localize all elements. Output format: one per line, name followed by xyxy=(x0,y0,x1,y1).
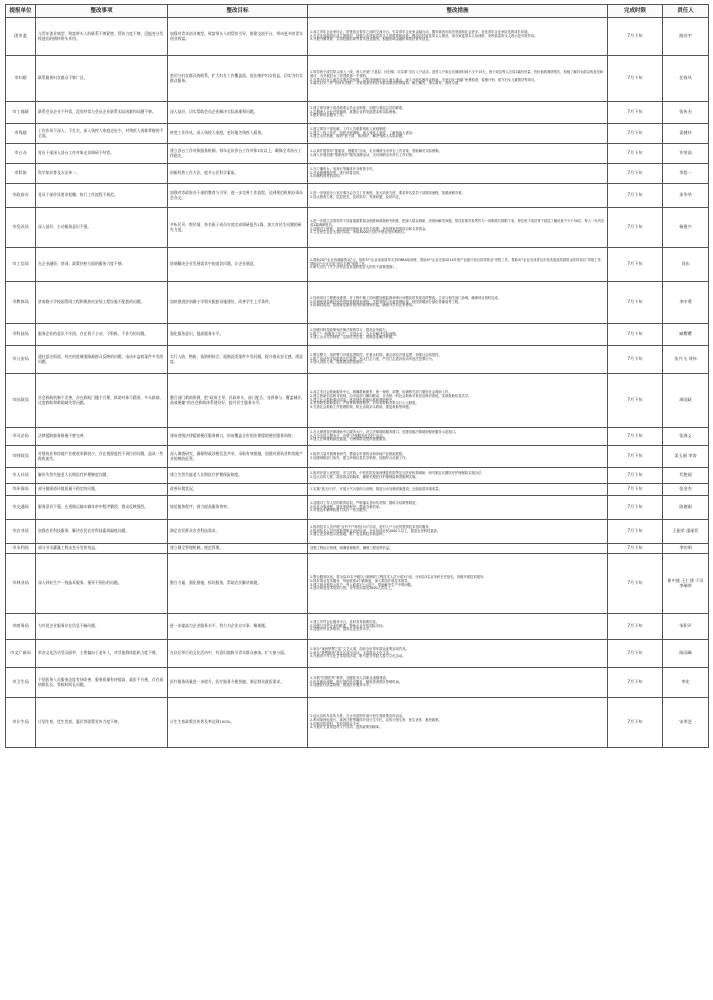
cell-person: 张海义 xyxy=(663,428,709,446)
cell-task: 深入林业生产一线技术服务、指导不到位的问题。 xyxy=(36,554,168,614)
cell-task: 济南路小学校园管网工程和换热站安装工程设施不配套的问题。 xyxy=(36,282,168,324)
cell-goal: 满足农民群众农业科技需求。 xyxy=(168,520,308,544)
cell-goal: 加强对市政府办干部的教育与引导，进一步完善工作流程，达到规范机制办事办会办文。 xyxy=(168,184,308,208)
cell-task: 个别医务人员服务态度有待改善，服务质量有待提高，就医不方便，存在看病排队长、等候时间长问题。 xyxy=(36,668,168,698)
measure-line: 4.坚持阳光救助原则，严格审核审批程序，对所有救助对象实行公示制度。 xyxy=(310,401,419,406)
measure-line: 1.加强对科技政策和法律法规的学习，提高业务能力。 xyxy=(310,327,389,332)
cell-task: 服务企业的意识不牢固，存在着不主动、不积极、不作为的问题。 xyxy=(36,324,168,346)
cell-person: 刘东 xyxy=(663,248,709,282)
cell-person: 李思一 xyxy=(663,164,709,184)
cell-person: 臧樱樱 xyxy=(663,324,709,346)
cell-goal: 深入调查研究，确保财政涉税信息共享，采取有效措施，加强对建筑业和房地产业的税收征管。 xyxy=(168,446,308,468)
measure-line: 3.建立社会救助事项清单，逐项细化救助标准和救助程序。 xyxy=(310,397,396,402)
cell-person: 姜健玲 xyxy=(663,124,709,144)
cell-deadline: 7月下旬 xyxy=(608,484,663,496)
measure-line: 1.加快项目工程建设进度，对工程中施工的问题加强监督和审计问题及时发现及时整改，主动与相关部门协调，确保项目按时完成。 xyxy=(310,295,502,300)
measure-line: 5.完善社会救助工作管理机制，防止出现多头救助、重复救助等问题。 xyxy=(310,405,413,410)
table-row xyxy=(6,184,709,208)
cell-task: 对建筑业和房地产业税收来源较少，存在税源监控不到位的问题，造成一些税收流失。 xyxy=(36,446,168,468)
cell-task: 社会救助机制不完善，存在救助门槛不合理、救助对象不精准、多头救助、过度救助和救助缺失等问题。 xyxy=(36,374,168,428)
cell-task: 工作作风不深入，不扎实，深入残疾人家庭走访少，对残疾人困难掌握的不全面。 xyxy=(36,124,168,144)
measure-line: 1.实施“蓝天行动”，开展大气污染综合治理，推进污水处理设施建设，全面改善环境质量。 xyxy=(310,486,442,491)
measure-line: 加强工程运行管理，明确管理职责，确保工程发挥效益。 xyxy=(310,545,393,550)
measure-line: 1.加大宣传车宣传力度，在全市范围开展计划生育政策宣传活动。 xyxy=(310,714,406,719)
cell-task: 举办文化活动受众面窄，主要偏向于老年人，对其他群体组织力度不够。 xyxy=(36,640,168,668)
cell-measures xyxy=(308,614,608,640)
measure-line: 2.加强与外贸企业的联系，帮助企业开拓国际市场。 xyxy=(310,623,386,628)
cell-deadline: 7月下旬 xyxy=(608,208,663,248)
cell-unit: 市商务局 xyxy=(6,614,36,640)
measure-line: 2.加强财税部门协作，建立涉税信息共享机制，加强综合治税工作。 xyxy=(310,455,409,460)
cell-unit: 市残联 xyxy=(6,124,36,144)
rectification-sheet xyxy=(5,4,708,748)
measure-line: 4.加大林业技术培训力度，全年培训果农2000人次以上。 xyxy=(310,586,395,591)
measure-line: 3.做好商协会服务工作。 xyxy=(310,113,347,118)
cell-measures xyxy=(308,640,608,668)
cell-person: 李中勇 xyxy=(663,282,709,324)
cell-goal: 加快推进济南路小学相关配套设施建设，改善学生上学条件。 xyxy=(168,282,308,324)
table-row xyxy=(6,144,709,164)
cell-measures xyxy=(308,668,608,698)
header-goal: 整改目标 xyxy=(168,5,308,18)
table-row xyxy=(6,496,709,520)
cell-deadline: 7月下旬 xyxy=(608,346,663,374)
measure-line: 2.优化就诊流程，推行预约诊疗服务，缩短患者排队等候时间。 xyxy=(310,679,403,684)
measure-line: 1.认真开展领导“提素质、强服务”活动，走访调研全市涉台工作对象，帮助解决实际困难。 xyxy=(310,148,442,153)
header-task: 整改事项 xyxy=(36,5,168,18)
cell-measures xyxy=(308,496,608,520)
cell-person: 宋翠芝 xyxy=(663,698,709,748)
cell-person: 张兴飞 刘伟 xyxy=(663,346,709,374)
cell-person: 张传杰 xyxy=(663,102,709,124)
measure-line: 1.成立青年企业家协会，搭建创业青年之间的交流平台，引导青年企业家金融互动，服务莱西市经济发展和社会进步，优化青年企业家队伍的成长环境。 xyxy=(310,29,531,34)
cell-deadline: 7月下旬 xyxy=(608,468,663,484)
cell-unit: 市农业局 xyxy=(6,520,36,544)
measure-line: 1.帮助20户企业协调融资1亿元，组织5户企业参加清华大学EMBA培训班，帮助5户企业完成2014年度产业振兴项目扶持资金“申报工作，帮助3户企业完成青岛市技术改造奖励资金扶持项目”申报工作，帮助2户企业完成“青岛名牌”申报工作。 xyxy=(310,257,605,266)
cell-goal: 建立失智失能老人长期医疗护理保险制度。 xyxy=(168,468,308,484)
table-row xyxy=(6,18,709,56)
measure-line: 3.建立林业科技示范户，每人联系2个示范户，帮助解决生产中的问题。 xyxy=(310,582,415,587)
cell-task: 党员干部深入涉台工作对象走访调研不经常。 xyxy=(36,144,168,164)
cell-measures xyxy=(308,164,608,184)
table-row xyxy=(6,164,709,184)
cell-deadline: 7月下旬 xyxy=(608,698,663,748)
table-row xyxy=(6,640,709,668)
cell-person: 路苏宇 xyxy=(663,18,709,56)
measure-line: 3.建立农业科技示范基地，推广农业新技术新品种。 xyxy=(310,532,386,537)
measure-line: 3.立足民生农业大县的实际，争取3000万元的小型农田水利项目。 xyxy=(310,230,408,235)
measure-line: 2.加大督查力度，层层把关，及时指导，发现问题，及时纠正。 xyxy=(310,194,403,199)
cell-task: 在企业融资、培训、政策扶持方面的服务力度不够。 xyxy=(36,248,168,282)
cell-unit: 市科技局 xyxy=(6,324,36,346)
cell-goal: 深入基层，切实帮助会员企业解决实际困难和问题。 xyxy=(168,102,308,124)
cell-deadline: 7月下旬 xyxy=(608,102,663,124)
header-row xyxy=(6,5,709,18)
cell-measures xyxy=(308,468,608,484)
measure-line: 3.协调供电局，按照规定做好校内的规划和安装，确保开学后正常使用。 xyxy=(310,303,416,308)
measure-line: 2.开设微博微信等，进行科普宣传。 xyxy=(310,170,363,175)
measure-line: 2.研究出台《关于扶持企业发展转型壮大的若干政策措施》。 xyxy=(310,265,399,270)
table-row xyxy=(6,446,709,468)
cell-measures xyxy=(308,428,608,446)
table-row xyxy=(6,614,709,640)
cell-unit: 市台办 xyxy=(6,144,36,164)
cell-task: 党员干部作风要求松懈，执行工作流程不规范。 xyxy=(36,184,168,208)
cell-measures xyxy=(308,446,608,468)
cell-deadline: 7月下旬 xyxy=(608,496,663,520)
measure-line: 2.建立一线工作法，组织开展调研，深入残疾人家庭，了解残疾人需求。 xyxy=(310,130,416,135)
cell-measures xyxy=(308,282,608,324)
measure-line: 1.整合服务队伍，将全局12名中级以上职称的工程技术人员分成3个组，分别由3名业务科长任组长，到镇开展技术服务。 xyxy=(310,575,487,580)
cell-unit: 市人社局 xyxy=(6,468,36,484)
measure-line: 2.组织技术人员开展新型职业农民培训，全年培训农民2000人以上，提高农民科技素质。 xyxy=(310,528,441,533)
measure-line: 2.举办“梦想剧场”进社区演出活动，丰富群众文化生活。 xyxy=(310,650,393,655)
measure-line: 1.建立领导班子成员联系会员企业制度，加强与基层会员的联系。 xyxy=(310,105,406,110)
cell-deadline: 7月下旬 xyxy=(608,248,663,282)
table-row xyxy=(6,248,709,282)
cell-goal: 进一步提高为企业服务水平，努力为企业办实事、解难题。 xyxy=(168,614,308,640)
measure-line: 4.开展计生宣传进村入户活动，提高政策知晓率。 xyxy=(310,725,383,730)
measure-line: 2.在农业高新园区成立团组织，加强与农村致富带头人的联系和培养，摸清农村致富带头人情况，举办致富带头人培训班，发挥致富带头人的示范引领作用。 xyxy=(310,33,538,38)
cell-unit: 市科协 xyxy=(6,164,36,184)
cell-goal: 整合力量，强化措施，抓好服务，帮助农民解决难题。 xyxy=(168,554,308,614)
cell-measures xyxy=(308,18,608,56)
header-unit: 提报单位 xyxy=(6,5,36,18)
cell-task: 部分节水灌溉工程未充分发挥效益。 xyxy=(36,544,168,554)
cell-unit: 市民政局 xyxy=(6,374,36,428)
table-row xyxy=(6,102,709,124)
measure-line: 2.协调规划局做好校外供热管路规划审批，学校管网与市政管网衔接，校园供暖部分绿化带铺装等工程。 xyxy=(310,299,462,304)
measure-line: 2.利用莱西电视台、莱西日报等媒体开设计生专栏，宣传计划生育、优生优育、惠民政策。 xyxy=(310,717,442,722)
table-row xyxy=(6,124,709,144)
cell-person: 邹积声 xyxy=(663,614,709,640)
cell-measures xyxy=(308,208,608,248)
cell-goal: 创新科普工作方法，提升公民科学素质。 xyxy=(168,164,308,184)
measure-line: 2.完善为妇女儿童办实事长效机制，以帮扶困难妇女儿童为重点，深入开展贫困母亲救助、关爱妇女“两癌”免费检查、春蕾计划、留守妇女儿童帮扶等项目。 xyxy=(310,77,538,82)
measure-line: 1.在广播电台、电视台等媒体开办科普专栏。 xyxy=(310,166,376,171)
cell-goal: 强化服务意识，提高服务水平。 xyxy=(168,324,308,346)
measure-line: 3.印刷科普材料宣传。 xyxy=(310,174,343,179)
measure-line: 1.组织开展人民医院、市立医院、中医医院及莱西康复医院等定点医疗机构调研，研究制定长期医疗护理保险实施办法。 xyxy=(310,470,485,475)
cell-goal: 转变工作作风，深入残疾人家庭，更好地为残疾人服务。 xyxy=(168,124,308,144)
measure-line: 1.建立领导干部包镇、工作人员联系残疾人家庭制度。 xyxy=(310,126,389,131)
table-row xyxy=(6,484,709,496)
measure-line: 2.建立救助信息核对机制，由市直部门横向联动，全市统一的社会救助对象信息核对系统，实现救助信息共享。 xyxy=(310,393,472,398)
cell-unit: 市政府办 xyxy=(6,184,36,208)
cell-person: 周国政 xyxy=(663,374,709,428)
cell-measures xyxy=(308,346,608,374)
cell-unit: 市卫生局 xyxy=(6,668,36,698)
cell-task: 联系会员企业不经常，没有经常与会员企业联系实际困难和问题不够。 xyxy=(36,102,168,124)
table-row xyxy=(6,520,709,544)
cell-person: 王振荣 邵丽臣 xyxy=(663,520,709,544)
measure-line: 1.整合警力，组织警力开展巡逻防控，在重点时段、重点部位开展巡逻，加强社会面管控。 xyxy=(310,352,442,357)
header-person: 责任人 xyxy=(663,5,709,18)
cell-measures xyxy=(308,102,608,124)
measure-line: 1.进一步建立完善领导干部直接联系群众制度和调查研究制度，把深入群众调研，到现场解决问题，帮扶贫困对象等作为一项制度长期抓下来，每位班子成员每下基层了解民意不少于30次，每人一年内完成1篇调研报告。 xyxy=(310,219,605,227)
cell-goal: 在以后举行的文化活动中，有意识地吸引青年群众参加，扩大参与面。 xyxy=(168,640,308,668)
table-row xyxy=(6,56,709,102)
cell-unit: 市妇联 xyxy=(6,56,36,102)
measure-line: 2.优化办事流程，简化审批程序，提高办事效率。 xyxy=(310,504,383,509)
cell-task: 加强农业科技服务，解决农民农业科技素质偏低问题。 xyxy=(36,520,168,544)
cell-deadline: 7月下旬 xyxy=(608,446,663,468)
measure-line: 3.开展青少年文化艺术培训活动，吸引更多年轻人参与文化活动。 xyxy=(310,654,406,659)
table-row xyxy=(6,208,709,248)
measure-line: 3.建立法律援助绿色通道，为困难群众提供便捷服务。 xyxy=(310,437,389,442)
cell-goal: 实行入防、物防，技防相结合，遏制此类案件多发问题，提升群众安全感、满意度。 xyxy=(168,346,308,374)
measure-line: 3.加大宣传力度，提高群众防范意识。 xyxy=(310,360,366,365)
cell-deadline: 7月下旬 xyxy=(608,374,663,428)
cell-person: 朱华华 xyxy=(663,184,709,208)
cell-goal: 协调解决企业发展需求中的追切问题，让企业满意。 xyxy=(168,248,308,282)
table-row xyxy=(6,554,709,614)
cell-goal: 整合部门救助资源，把“政府主导、民政牵头、部门配合、各界参与、覆盖城乡、高效便捷”的社会救助体系建设好，提升民生服务水平。 xyxy=(168,374,308,428)
measure-line: 2.抓好果业技术服务，每组联系4个镇街道，深入果园开展技术指导。 xyxy=(310,578,411,583)
cell-deadline: 7月下旬 xyxy=(608,184,663,208)
measure-line: 2.在全市设立服务点，开展“法律服务进农村”活动。 xyxy=(310,433,386,438)
cell-task: 计划生育，优生优育，惠民等政策宣传力度不够。 xyxy=(36,698,168,748)
cell-measures xyxy=(308,248,608,282)
cell-unit: 市水利局 xyxy=(6,544,36,554)
cell-unit: 市计生局 xyxy=(6,698,36,748)
measure-line: 3.开展小额贷款、实用技能培训等青年创业服务，积极协调金融机构帮扶青年创业。 xyxy=(310,37,432,42)
cell-unit: 市工商联 xyxy=(6,102,36,124)
table-row xyxy=(6,324,709,346)
cell-person: 任春风 xyxy=(663,56,709,102)
table-row xyxy=(6,544,709,554)
cell-goal: 建立健全管理机制，规范管理。 xyxy=(168,544,308,554)
cell-goal: 规范服务程序，着力提高服务效率。 xyxy=(168,496,308,520)
cell-unit: 市发改局 xyxy=(6,208,36,248)
header-measures: 整改措施 xyxy=(308,5,608,18)
cell-deadline: 7月下旬 xyxy=(608,668,663,698)
measure-line: 2.推广“一线服务工作法”，走进企业，为企业解决实际问题。 xyxy=(310,331,399,336)
cell-measures xyxy=(308,56,608,102)
cell-task: 部分镇街道环境质量不稳定的问题。 xyxy=(36,484,168,496)
cell-unit: 市教体局 xyxy=(6,282,36,324)
measure-line: 3.对营运车辆审验窗口实行一站式服务。 xyxy=(310,508,370,513)
cell-deadline: 7月下旬 xyxy=(608,428,663,446)
cell-unit: 团市委 xyxy=(6,18,36,56)
cell-deadline: 7月下旬 xyxy=(608,18,663,56)
cell-measures xyxy=(308,184,608,208)
measure-line: 1.成立市社会救助服务中心，明确救助职责，统一规划，部署，协调相关部门做好社会救助工作。 xyxy=(310,390,452,395)
table-row xyxy=(6,668,709,698)
measure-line: 2.推广电动车安装防盗定位装置，加大打击力度，严厉打击盗窃电动车违法犯罪行为。 xyxy=(310,356,436,361)
cell-task: 解决失智失能老人长期医疗护理制度问题。 xyxy=(36,468,168,484)
cell-measures xyxy=(308,520,608,544)
table-row xyxy=(6,698,709,748)
cell-measures xyxy=(308,144,608,164)
cell-measures xyxy=(308,484,608,496)
cell-measures xyxy=(308,544,608,554)
cell-unit: 市环保局 xyxy=(6,484,36,496)
measure-line: 1.举办“莱西梦想之星”文艺大赛，面向全市青年群众征集参赛作品。 xyxy=(310,646,409,651)
cell-measures xyxy=(308,554,608,614)
cell-task: 服务意识不强，在道路运输车辆年审中程序繁琐，群众反映强烈。 xyxy=(36,496,168,520)
cell-person: 代艳丽 xyxy=(663,468,709,484)
cell-unit: 市司法局 xyxy=(6,428,36,446)
cell-goal: 多听民声，察民情，每名班子成员年底完成调研报告1篇，加大对民生问题的研究力度。 xyxy=(168,208,308,248)
measure-line: 1.建立外贸企业服务平台，及时发布政策信息。 xyxy=(310,619,380,624)
measure-line: 1.进一步规范办公室办事办会办文工作流程，加大培训力度，要求每名党员干部熟知流程，按照流程办事。 xyxy=(310,190,465,195)
cell-unit: 市财政局 xyxy=(6,446,36,468)
cell-goal: 改善环境状况。 xyxy=(168,484,308,496)
cell-deadline: 7月下旬 xyxy=(608,520,663,544)
cell-deadline: 7月下旬 xyxy=(608,324,663,346)
cell-person: 崔中波 王仁建 于洋 李瑞荣 xyxy=(663,554,709,614)
table-row xyxy=(6,374,709,428)
measure-line: 3.印制宣传资料，发放到群众手中。 xyxy=(310,721,363,726)
cell-measures xyxy=(308,124,608,144)
measure-line: 2.加强对上联系，及时获取国家和省市有关政策，争取国家投资项目和支持资金。 xyxy=(310,226,429,231)
cell-unit: 市公安局 xyxy=(6,346,36,374)
rectification-table xyxy=(5,4,709,748)
header-deadline: 完成时限 xyxy=(608,5,663,18)
cell-task: 与青年创业典型、致富带头人的联系不够紧密，帮扶力度不够，没能充分发挥他们的榜样带头作用。 xyxy=(36,18,168,56)
cell-deadline: 7月下旬 xyxy=(608,124,663,144)
cell-person: 姜玉刚 李涛 xyxy=(663,446,709,468)
measure-line: 3.建立企业走访制度，定期走访企业，帮助企业解决问题。 xyxy=(310,335,396,340)
cell-deadline: 7月下旬 xyxy=(608,282,663,324)
cell-person: 李功明 xyxy=(663,544,709,554)
cell-measures xyxy=(308,324,608,346)
cell-task: 法律援助服务措施不够完善。 xyxy=(36,428,168,446)
cell-goal: 建立涉台工作对象服务机制，每年走访涉台工作对象2次以上，确保全市涉台工作稳定。 xyxy=(168,144,308,164)
cell-deadline: 7月下旬 xyxy=(608,544,663,554)
cell-task: 为外贸企业服务存在信息不畅问题。 xyxy=(36,614,168,640)
cell-person: 陈国峰 xyxy=(663,640,709,668)
cell-measures xyxy=(308,374,608,428)
cell-task: 通往夏庄街道、村庄的进城道路被群众反映的问题，电动车盗窃案件多发的问题。 xyxy=(36,346,168,374)
cell-person: 陈德刚 xyxy=(663,496,709,520)
cell-person: 杨建兴 xyxy=(663,208,709,248)
cell-goal: 加强对青年创业典型、致富带头人的帮扶引导，搭建交流平台，带动更多的青年创业致富。 xyxy=(168,18,308,56)
cell-deadline: 7月下旬 xyxy=(608,640,663,668)
measure-line: 2.加大宣传力度，提高群众知晓率，确保长期医疗护理保险制度顺利实施。 xyxy=(310,474,419,479)
measure-line: 3.落实妇女工作“首问负责制”，对来电来访的妇女群众做到热情接待、耐心解答，细心疏导，及时反馈。 xyxy=(310,81,462,86)
cell-unit: 市林业局 xyxy=(6,554,36,614)
measure-line: 3.加强外贸业务培训，提高企业业务水平。 xyxy=(310,627,373,632)
measure-line: 1.领导班子成员带头深入一线，深入开展“下基层，访妇情，办实事”走访入户活动，进村入户和走访调研时间不少于15天，班子成员每人完成1篇有份量，有价值的调研报告，积极了解妇女群众的意见和建议，为开展妇女工作提供第一手资料。 xyxy=(310,70,604,78)
measure-line: 3.建立走访档案，做到“底子清、情况明”，解决残疾人实际问题。 xyxy=(310,134,406,139)
cell-measures xyxy=(308,698,608,748)
table-row xyxy=(6,346,709,374)
cell-deadline: 7月下旬 xyxy=(608,614,663,640)
cell-deadline: 7月下旬 xyxy=(608,554,663,614)
cell-deadline: 7月下旬 xyxy=(608,164,663,184)
table-row xyxy=(6,282,709,324)
table-row xyxy=(6,468,709,484)
measure-line: 1.开展“医德医风”教育，加强医务人员职业道德建设。 xyxy=(310,675,390,680)
cell-task: 深入基层、主动服务意识不强。 xyxy=(36,208,168,248)
cell-goal: 医疗服务质量进一步提升，医疗服务方便快捷，满足群众就医需求。 xyxy=(168,668,308,698)
table-row xyxy=(6,428,709,446)
measure-line: 2.深入开展创建“情系两岸”服务品牌活动，走访调研全市涉台工作对象。 xyxy=(310,152,416,157)
cell-unit: 市工信局 xyxy=(6,248,36,282)
measure-line: 1.组织力量开展调查研究，摸清全市建筑业和房地产业税源底数。 xyxy=(310,451,406,456)
cell-person: 李宏 xyxy=(663,668,709,698)
measure-line: 1.加强对工作人员的教育培训，严格落实首问负责制、限时办结制等制度。 xyxy=(310,500,419,505)
cell-person: 许培高 xyxy=(663,144,709,164)
cell-person: 张金杰 xyxy=(663,484,709,496)
cell-deadline: 7月下旬 xyxy=(608,56,663,102)
cell-deadline: 7月下旬 xyxy=(608,144,663,164)
cell-unit: 市交通局 xyxy=(6,496,36,520)
measure-line: 3.加强医疗质量管理，提高医疗服务水平。 xyxy=(310,683,373,688)
cell-goal: 建成省级法律援助便民服务窗口，形成覆盖全市的法律援助便民服务网络。 xyxy=(168,428,308,446)
cell-unit: 市文广新局 xyxy=(6,640,36,668)
measure-line: 1.组织技术人员开展“百村千户科技行动”活动，进村入户为农民提供技术指导服务。 xyxy=(310,524,432,529)
measure-line: 2.定期深入企业开展调研，掌握企业的发展需求和实际困难。 xyxy=(310,109,399,114)
measure-line: 1.在大厦建设法律援助中心服务大厅，设立法律援助服务窗口，创建省级法律援助便民服务示范窗口。 xyxy=(310,429,459,434)
cell-task: 科学知识普及方法单一。 xyxy=(36,164,168,184)
cell-goal: 计生生育政策宣传普及率达到100%。 xyxy=(168,698,308,748)
cell-task: 联系服务妇女群众不够广泛。 xyxy=(36,56,168,102)
cell-goal: 密切与妇女群众的联系，扩大妇女工作覆盖面，依法维护妇女权益，切实为妇女群众服务。 xyxy=(168,56,308,102)
